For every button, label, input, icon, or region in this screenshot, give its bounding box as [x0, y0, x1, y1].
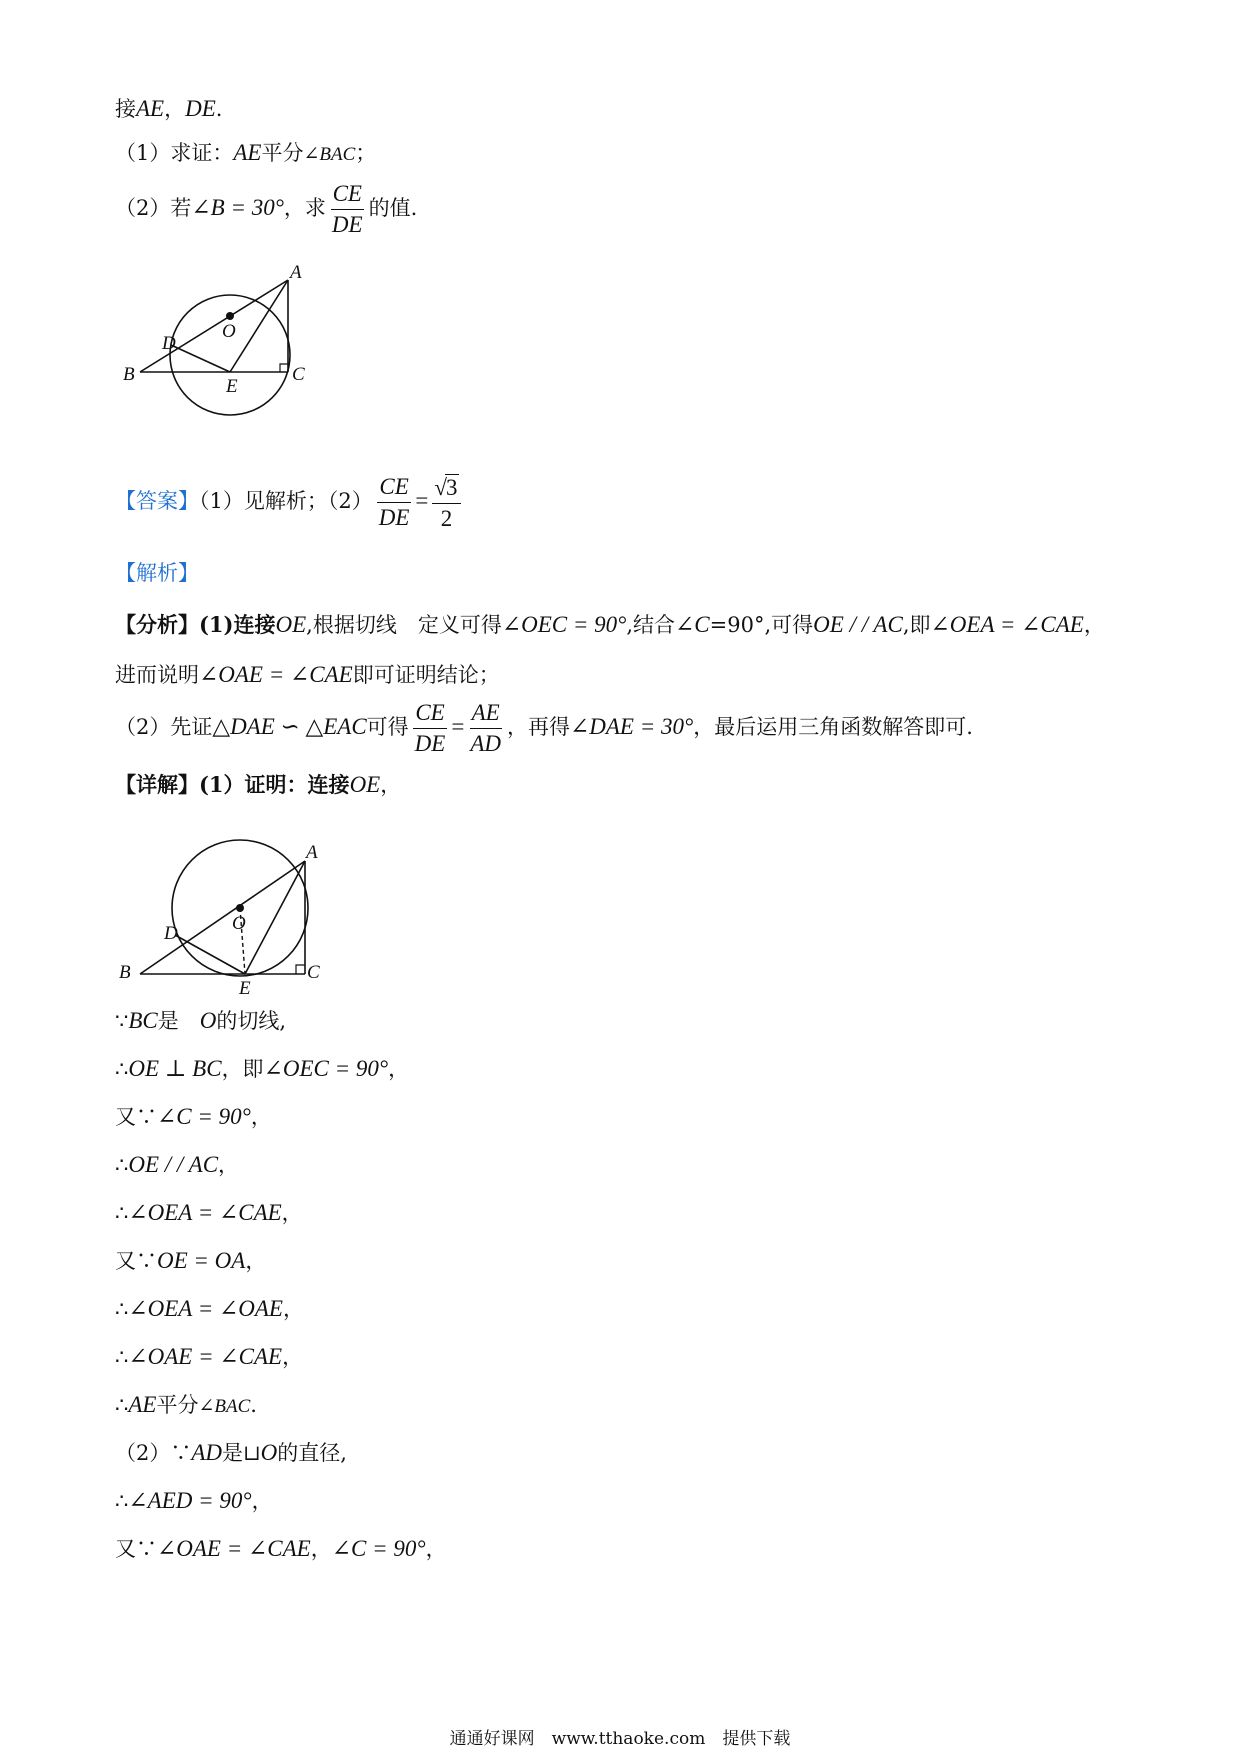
math: ∠AED = 90° — [128, 1488, 252, 1513]
text: 是 — [157, 1009, 200, 1033]
text: ， — [1083, 613, 1105, 637]
text: ， — [380, 773, 402, 797]
text: ， — [281, 1201, 303, 1225]
text: ， — [310, 1537, 332, 1561]
text: =90°,可得 — [709, 613, 814, 637]
math: ∠C — [675, 612, 710, 637]
text: = — [415, 488, 429, 513]
text: ∵ — [115, 1009, 129, 1033]
proof-step-12 — [115, 1534, 447, 1564]
fraction — [413, 700, 448, 757]
text: ， — [282, 1297, 304, 1321]
math: ∠B = 30° — [191, 195, 284, 220]
label-A: A — [306, 842, 318, 863]
math: AD — [191, 1440, 223, 1465]
text: 平分 — [156, 1393, 199, 1417]
text: 是 — [222, 1441, 244, 1465]
text: 平分 — [261, 141, 304, 165]
text: ，即 — [221, 1057, 264, 1081]
text: ∴ — [115, 1057, 129, 1081]
text: （1）求证： — [115, 141, 234, 165]
analysis-line-3 — [115, 696, 973, 758]
proof-step-9 — [115, 1390, 257, 1422]
text: ， — [282, 1345, 304, 1369]
math: OE = OA — [157, 1248, 246, 1273]
proof-step-2 — [115, 1054, 409, 1084]
text: 接 — [115, 97, 136, 121]
text: ∴ — [115, 1201, 129, 1225]
text: （2）先证 — [115, 715, 213, 739]
math: ∠BAC — [303, 144, 356, 165]
geometry-figure-2 — [115, 828, 345, 999]
label-B: B — [119, 962, 131, 983]
text: ， — [251, 1489, 273, 1513]
math: OE — [275, 612, 307, 637]
fraction — [330, 181, 365, 238]
text: ∴ — [115, 1393, 129, 1417]
math: AE — [136, 96, 165, 121]
text: 又∵ — [115, 1105, 157, 1129]
math: BC — [128, 1008, 158, 1033]
text: ； — [355, 141, 377, 165]
math: ∠C = 90° — [331, 1536, 426, 1561]
question-2 — [115, 178, 417, 238]
math: ∠OAE = ∠CAE — [128, 1344, 283, 1369]
label-D: D — [164, 923, 178, 944]
label-C: C — [292, 364, 305, 385]
proof-step-8 — [115, 1342, 303, 1372]
text: = — [451, 714, 465, 739]
math: ∠OEA = ∠OAE — [128, 1296, 283, 1321]
math: OE ⊥ BC — [128, 1056, 222, 1081]
proof-step-7 — [115, 1294, 304, 1324]
math: ∠OEA = ∠CAE — [128, 1200, 282, 1225]
text: 的直径, — [277, 1441, 347, 1465]
detail-heading-line — [115, 770, 401, 800]
text: 【分析】(1)连接 — [115, 612, 276, 637]
text: ， — [218, 1153, 240, 1177]
numerator: AE — [470, 700, 502, 729]
fraction — [468, 700, 503, 757]
numerator: CE — [377, 474, 410, 503]
text: ，最后运用三角函数解答即可. — [693, 715, 973, 739]
math: DE — [185, 96, 216, 121]
text: 进而说明 — [115, 663, 199, 687]
text: 【详解】(1）证明：连接 — [115, 772, 350, 797]
text: ∴ — [115, 1297, 129, 1321]
text: . — [250, 1393, 257, 1417]
analysis-line-1 — [115, 610, 1105, 640]
denominator: DE — [378, 505, 410, 530]
text: 又∵ — [115, 1537, 157, 1561]
proof-step-1 — [115, 1006, 286, 1036]
circle-symbol: ⊔ — [243, 1441, 261, 1465]
text: （1）见解析；（2） — [199, 489, 373, 513]
math: ∠OAE = ∠CAE — [199, 662, 353, 687]
proof-step-6 — [115, 1246, 266, 1276]
text: （2）∵ — [115, 1441, 192, 1465]
text: ， — [425, 1537, 447, 1561]
numerator: CE — [331, 181, 364, 210]
denominator: DE — [414, 731, 446, 756]
analysis-heading — [115, 558, 199, 588]
proof-step-4 — [115, 1150, 239, 1180]
radicand: 3 — [446, 474, 458, 500]
text: 又∵ — [115, 1249, 157, 1273]
math: AE — [233, 140, 262, 165]
text: 可得 — [366, 715, 409, 739]
math: ∠BAC — [198, 1396, 251, 1417]
math: O — [260, 1440, 278, 1465]
math: ∠C = 90° — [157, 1104, 251, 1129]
label-E: E — [226, 376, 238, 397]
math: △DAE ∽ △EAC — [212, 714, 367, 739]
geometry-figure-1 — [120, 262, 350, 425]
proof-step-3 — [115, 1102, 272, 1132]
text: ， — [388, 1057, 410, 1081]
label-E: E — [239, 978, 251, 999]
math: ∠DAE = 30° — [570, 714, 694, 739]
text: ∴ — [115, 1345, 129, 1369]
text: . — [215, 97, 223, 121]
label-B: B — [123, 364, 135, 385]
label-O: O — [222, 321, 236, 342]
label-C: C — [307, 962, 320, 983]
label-A: A — [290, 262, 302, 283]
answer-label: 【答案】 — [115, 489, 199, 513]
text: ,即 — [902, 613, 931, 637]
math: ∠OAE = ∠CAE — [157, 1536, 311, 1561]
math: OE / / AC — [813, 612, 903, 637]
page-footer: 通通好课网 www.tthaoke.com 提供下载 — [449, 1729, 791, 1749]
answer-line — [115, 468, 465, 534]
text-line-1 — [115, 94, 222, 124]
denominator: DE — [331, 212, 363, 237]
math: O — [199, 1008, 217, 1033]
text: 的值. — [368, 196, 418, 220]
proof-step-10 — [115, 1438, 347, 1468]
text: ， — [164, 97, 186, 121]
math: AE — [128, 1392, 157, 1417]
text: 的切线, — [216, 1009, 287, 1033]
text: 即可证明结论； — [352, 663, 500, 687]
math: ∠OEA = ∠CAE — [930, 612, 1084, 637]
text: ,根据切线 定义可得 — [306, 613, 502, 637]
question-1 — [115, 138, 376, 170]
text: ，求 — [283, 196, 326, 220]
text: （2）若 — [115, 196, 192, 220]
fraction — [377, 474, 412, 531]
math: ∠OEC = 90° — [501, 612, 627, 637]
numerator: √3 — [432, 474, 460, 504]
proof-step-11 — [115, 1486, 273, 1516]
text: ∴ — [115, 1153, 129, 1177]
math: ∠OEC = 90° — [263, 1056, 389, 1081]
text: 【解析】 — [115, 561, 199, 585]
text: ，再得 — [507, 715, 570, 739]
numerator: CE — [413, 700, 446, 729]
math: OE / / AC — [128, 1152, 219, 1177]
denominator: AD — [470, 731, 501, 756]
text: ∴ — [115, 1489, 129, 1513]
math: OE — [349, 772, 381, 797]
label-O: O — [232, 913, 246, 934]
text: ,结合 — [626, 613, 676, 637]
fraction — [432, 474, 460, 532]
label-D: D — [162, 333, 176, 354]
text: ， — [245, 1249, 267, 1273]
text: ， — [250, 1105, 272, 1129]
denominator: 2 — [440, 505, 453, 531]
proof-step-5 — [115, 1198, 303, 1228]
analysis-line-2 — [115, 660, 500, 690]
